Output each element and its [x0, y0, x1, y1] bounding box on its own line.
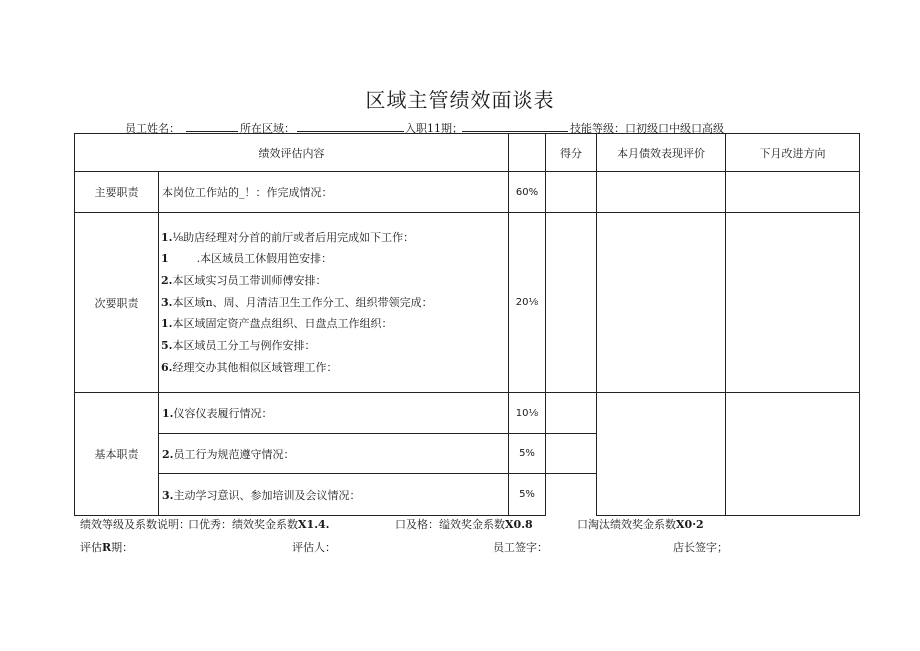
- basic-duty-row-1: [75, 393, 860, 434]
- main-duty-text: 本岗位工作站的_！：作完成情况：: [159, 172, 509, 213]
- basic-duty-score-cell-2[interactable]: [546, 434, 597, 474]
- secondary-duty-items: [159, 213, 509, 393]
- basic-duty-score-cell-3[interactable]: [546, 474, 597, 516]
- main-duty-row: [75, 172, 860, 213]
- main-duty-weight: 60%: [509, 172, 546, 213]
- eval-date-label: 评估R期：: [80, 541, 134, 554]
- basic-duty-improvement-cell[interactable]: [726, 393, 860, 516]
- hire-date-label: 入职11期；: [405, 122, 463, 135]
- form-title: 区域主管绩效面谈表: [365, 88, 555, 112]
- list-item: 1.⅛助店经理对分首的前厅或者后用完成如下工作：: [161, 230, 415, 244]
- list-item: 1.本区域固定资产盘点组织、日盘点工作组织：: [161, 317, 393, 331]
- list-item: 1 .本区域员工休假用笆安排：: [161, 252, 333, 266]
- list-item: 5.本区域员工分工与例作安排：: [161, 339, 316, 353]
- signature-row: [0, 539, 920, 553]
- employee-signature-label: 员工签字：: [493, 541, 548, 554]
- secondary-duty-row: [75, 213, 860, 393]
- table-header-row: [75, 134, 860, 172]
- evaluator-label: 评估人：: [292, 541, 336, 554]
- secondary-duty-label: 次要职责: [75, 213, 159, 393]
- skill-level-label: 技能等级：: [570, 122, 625, 135]
- basic-duty-item-1: 1.仪容仪表履行情况：: [159, 393, 509, 434]
- main-duty-evaluation-cell[interactable]: [597, 172, 726, 213]
- grade-legend: [0, 516, 920, 530]
- header-content: 绩效评估内容: [75, 134, 509, 172]
- legend-excellent: 口优秀：绩效奖金系数X1.4.: [188, 518, 330, 531]
- header-evaluation: 本月债效表现评价: [597, 134, 726, 172]
- hire-date-field[interactable]: [462, 131, 568, 132]
- legend-eliminate: 口淘汰绩效奖金系数X0·2: [577, 518, 704, 531]
- list-item: 2.本区域实习员工带训师傅安排：: [161, 273, 327, 287]
- secondary-duty-evaluation-cell[interactable]: [597, 213, 726, 393]
- employee-name-field[interactable]: [186, 131, 238, 132]
- basic-duty-item-2: 2.员工行为规范遵守情况：: [159, 434, 509, 474]
- basic-duty-weight-2: 5%: [509, 434, 546, 474]
- header-weight-blank: [509, 134, 546, 172]
- manager-signature-label: 店长签字；: [673, 541, 728, 554]
- main-duty-improvement-cell[interactable]: [726, 172, 860, 213]
- basic-duty-evaluation-cell[interactable]: [597, 393, 726, 516]
- legend-pass: 口及格：缢效奖金系数X0.8: [395, 518, 533, 531]
- basic-duty-weight-3: 5%: [509, 474, 546, 516]
- area-label: 所在区域：: [240, 122, 295, 135]
- header-improvement: 下月改进方向: [726, 134, 860, 172]
- secondary-duty-weight: 20⅛: [509, 213, 546, 393]
- employee-name-label: 员工姓名：: [125, 122, 180, 135]
- area-field[interactable]: [297, 131, 404, 132]
- form-header: [0, 120, 920, 134]
- legend-label: 绩效等级及系数说明：: [80, 518, 190, 531]
- list-item: 3.本区域n、周、月清洁卫生工作分工、组织带领完成：: [161, 295, 433, 309]
- basic-duty-item-3: 3.主动学习意识、参加培训及会议情况：: [159, 474, 509, 516]
- basic-duty-score-cell-1[interactable]: [546, 393, 597, 434]
- header-score: 得分: [546, 134, 597, 172]
- basic-duty-weight-1: 10⅛: [509, 393, 546, 434]
- evaluation-table: [74, 133, 860, 516]
- main-duty-score-cell[interactable]: [546, 172, 597, 213]
- secondary-duty-improvement-cell[interactable]: [726, 213, 860, 393]
- main-duty-label: 主要职责: [75, 172, 159, 213]
- list-item: 6.经理交办其他相似区域管理工作：: [161, 360, 338, 374]
- secondary-duty-score-cell[interactable]: [546, 213, 597, 393]
- skill-level-options[interactable]: 口初级口中级口高级: [625, 122, 724, 135]
- basic-duty-label: 基本职责: [75, 393, 159, 516]
